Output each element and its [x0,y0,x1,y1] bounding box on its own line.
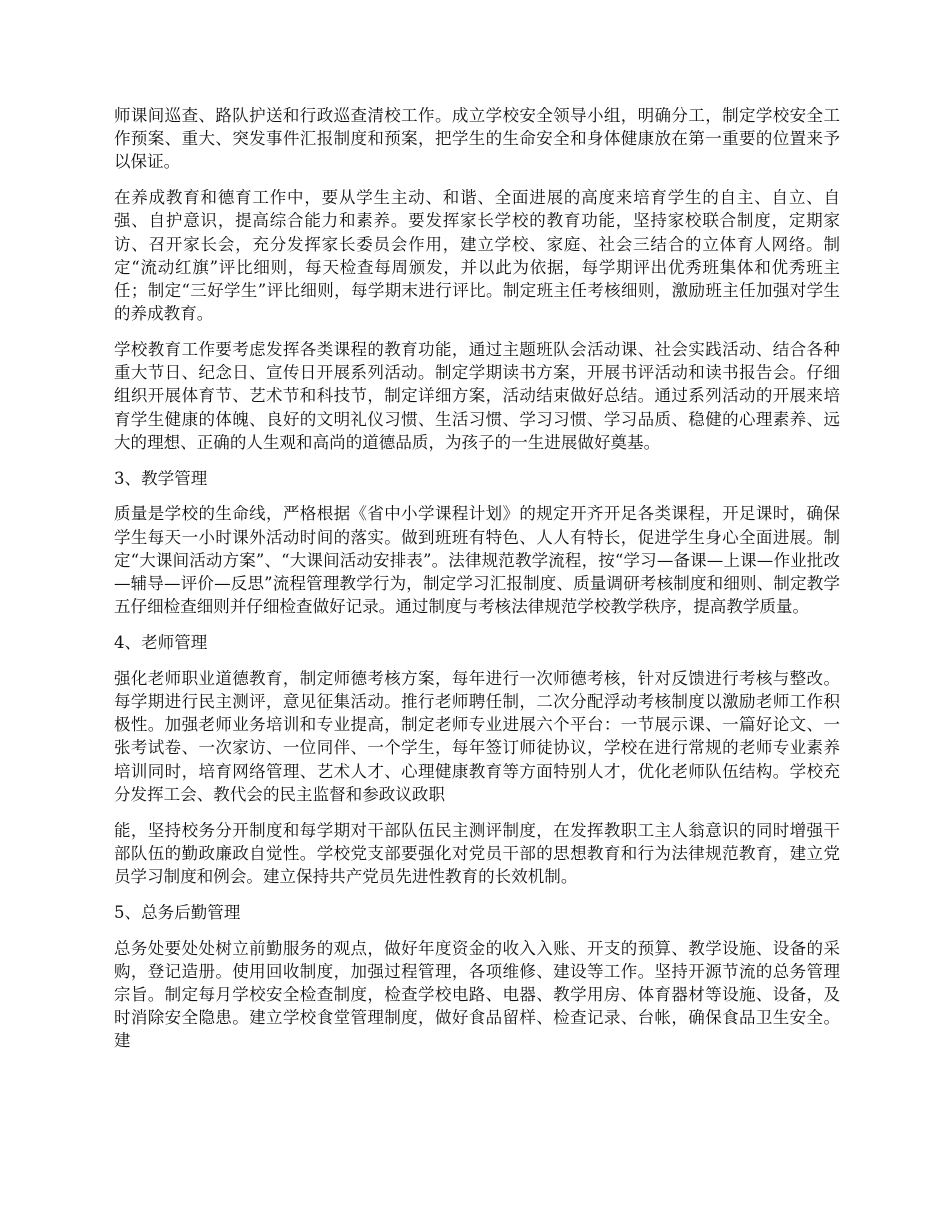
document-page [114,104,840,1065]
paragraph-course-activities: 学校教育工作要考虑发挥各类课程的教育功能，通过主题班队会活动课、社会实践活动、结合各种重大节日、纪念日、宣传日开展系列活动。制定学期读书方案，开展书评活动和读书报告会。仔细组织开展体育节、艺术节和科技节，制定详细方案，活动结束做好总结。通过系列活动的开展来培育学生健康的体魄、良好的文明礼仪习惯、生活习惯、学习习惯、学习品质、稳健的心理素养、远大的理想、正确的人生观和高尚的道德品质，为孩子的一生进展做好奠基。 [114,340,840,452]
paragraph-safety-work: 师课间巡查、路队护送和行政巡查清校工作。成立学校安全领导小组，明确分工，制定学校安全工作预案、重大、突发事件汇报制度和预案，把学生的生命安全和身体健康放在第一重要的位置来予以保证。 [114,106,840,172]
heading-teacher-management: 4、老师管理 [114,633,208,653]
paragraph-moral-education: 在养成教育和德育工作中，要从学生主动、和谐、全面进展的高度来培育学生的自主、自立、自强、自护意识，提高综合能力和素养。要发挥家长学校的教育功能，坚持家校联合制度，定期家访、召开家长会，充分发挥家长委员会作用，建立学校、家庭、社会三结合的立体育人网络。制定“流动红旗”评比细则，每天检查每周颁发，并以此为依据，每学期评出优秀班集体和优秀班主任；制定“三好学生”评比细则，每学期末进行评比。制定班主任考核细则，激励班主任加强对学生的养成教育。 [114,188,840,324]
heading-logistics-management: 5、总务后勤管理 [114,902,241,922]
heading-teaching-management: 3、教学管理 [114,468,208,488]
paragraph-cadre-supervision: 能，坚持校务分开制度和每学期对干部队伍民主测评制度，在发挥教职工主人翁意识的同时增强干部队伍的勤政廉政自觉性。学校党支部要强化对党员干部的思想教育和行为法律规范教育，建立党员学习制度和例会。建立保持共产党员先进性教育的长效机制。 [114,820,840,887]
paragraph-logistics: 总务处要处处树立前勤服务的观点，做好年度资金的收入入账、开支的预算、教学设施、设备的采购，登记造册。使用回收制度，加强过程管理，各项维修、建设等工作。坚持开源节流的总务管理宗旨。制定每月学校安全检查制度，检查学校电路、电器、教学用房、体育器材等设施、设备，及时消除安全隐患。建立学校食堂管理制度，做好食品留样、检查记录、台帐，确保食品卫生安全。建 [114,938,840,1051]
paragraph-teacher-ethics: 强化老师职业道德教育，制定师德考核方案，每年进行一次师德考核，针对反馈进行考核与整改。每学期进行民主测评，意见征集活动。推行老师聘任制，二次分配浮动考核制度以激励老师工作积极性。加强老师业务培训和专业提高，制定老师专业进展六个平台：一节展示课、一篇好论文、一张考试卷、一次家访、一位同伴、一个学生，每年签订师徒协议，学校在进行常规的老师专业素养培训同时，培育网络管理、艺术人才、心理健康教育等方面特别人才，优化老师队伍结构。学校充分发挥工会、教代会的民主监督和参政议政职 [114,668,840,804]
paragraph-teaching-quality: 质量是学校的生命线，严格根据《省中小学课程计划》的规定开齐开足各类课程，开足课时，确保学生每天一小时课外活动时间的落实。做到班班有特色、人人有特长，促进学生身心全面进展。制定“大课间活动方案”、“大课间活动安排表”。法律规范教学流程，按“学习—备课—上课—作业批改—辅导—评价—反思”流程管理教学行为，制定学习汇报制度、质量调研考核制度和细则、制定教学五仔细检查细则并仔细检查做好记录。通过制度与考核法律规范学校教学秩序，提高教学质量。 [114,504,840,617]
